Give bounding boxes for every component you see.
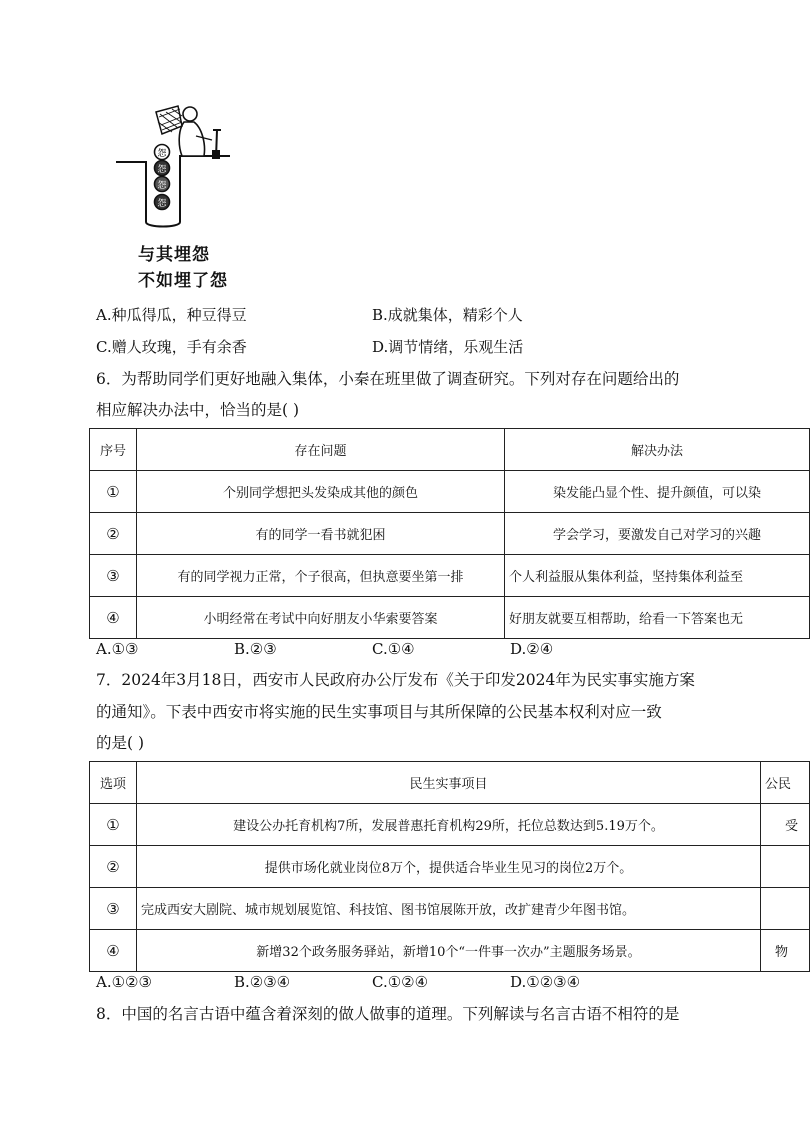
project-cell: 提供市场化就业岗位8万个，提供适合毕业生见习的岗位2万个。 — [137, 846, 761, 888]
table-row — [90, 471, 810, 513]
q6-header-index: 序号 — [90, 429, 137, 471]
problem-cell: 有的同学视力正常，个子很高，但执意要坐第一排 — [137, 555, 505, 597]
right-cell: 物 — [761, 930, 810, 972]
q6-option-b: B.②③ — [234, 640, 277, 658]
right-cell — [761, 888, 810, 930]
q7-option-b: B.②③④ — [234, 973, 291, 991]
row-number: ② — [90, 513, 137, 555]
q7-stem-line3: 的是( ) — [96, 734, 145, 752]
solution-cell: 好朋友就要互相帮助，给看一下答案也无 — [505, 597, 810, 639]
row-number: ③ — [90, 888, 137, 930]
table-row — [90, 804, 810, 846]
q7-stem-line2: 的通知》。下表中西安市将实施的民生实事项目与其所保障的公民基本权利对应一致 — [96, 703, 662, 721]
q6-table — [89, 428, 810, 639]
q6-header-solution: 解决办法 — [505, 429, 810, 471]
q7-header-project: 民生实事项目 — [137, 762, 761, 804]
q5-option-b: B.成就集体，精彩个人 — [372, 306, 523, 324]
basket-char-4: 怨 — [157, 199, 167, 209]
row-number: ① — [90, 804, 137, 846]
solution-cell: 学会学习，要激发自己对学习的兴趣 — [505, 513, 810, 555]
table-row — [90, 513, 810, 555]
q6-option-a: A.①③ — [96, 640, 139, 658]
q6-stem-line2: 相应解决办法中，恰当的是( ) — [96, 401, 300, 419]
q6-header-problem: 存在问题 — [137, 429, 505, 471]
problem-cell: 小明经常在考试中向好朋友小华索要答案 — [137, 597, 505, 639]
project-cell: 完成西安大剧院、城市规划展览馆、科技馆、图书馆展陈开放，改扩建青少年图书馆。 — [137, 888, 761, 930]
table-row — [90, 846, 810, 888]
q7-header-right: 公民 — [761, 762, 810, 804]
row-number: ④ — [90, 597, 137, 639]
row-number: ③ — [90, 555, 137, 597]
q7-option-d: D.①②③④ — [510, 973, 581, 991]
solution-cell: 个人利益服从集体利益，坚持集体利益至 — [505, 555, 810, 597]
solution-cell: 染发能凸显个性、提升颜值，可以染 — [505, 471, 810, 513]
problem-cell: 有的同学一看书就犯困 — [137, 513, 505, 555]
basket-char-1: 怨 — [157, 149, 167, 159]
q8-stem-line1: 8．中国的名言古语中蕴含着深刻的做人做事的道理。下列解读与名言古语不相符的是 — [96, 1005, 680, 1023]
cartoon-caption-line2: 不如埋了怨 — [138, 271, 228, 291]
table-row — [90, 888, 810, 930]
q7-stem-line1: 7．2024年3月18日，西安市人民政府办公厅发布《关于印发2024年为民实事实施方案 — [96, 671, 695, 689]
row-number: ④ — [90, 930, 137, 972]
right-cell: 受 — [761, 804, 810, 846]
row-number: ② — [90, 846, 137, 888]
q7-table-header — [90, 762, 810, 804]
q6-option-d: D.②④ — [510, 640, 554, 658]
q5-option-a: A.种瓜得瓜，种豆得豆 — [96, 306, 247, 324]
table-row — [90, 597, 810, 639]
row-number: ① — [90, 471, 137, 513]
q5-option-d: D.调节情绪，乐观生活 — [372, 338, 524, 356]
q7-header-option: 选项 — [90, 762, 137, 804]
q5-option-c: C.赠人玫瑰，手有余香 — [96, 338, 247, 356]
q6-option-c: C.①④ — [372, 640, 415, 658]
q7-table — [89, 761, 810, 972]
q6-table-header — [90, 429, 810, 471]
basket-char-3: 怨 — [157, 181, 167, 191]
cartoon-caption-line1: 与其埋怨 — [138, 245, 210, 265]
q6-stem-line1: 6．为帮助同学们更好地融入集体，小秦在班里做了调查研究。下列对存在问题给出的 — [96, 370, 680, 388]
basket-char-2: 怨 — [157, 165, 167, 175]
project-cell: 新增32个政务服务驿站，新增10个“一件事一次办”主题服务场景。 — [137, 930, 761, 972]
right-cell — [761, 846, 810, 888]
table-row — [90, 930, 810, 972]
project-cell: 建设公办托育机构7所，发展普惠托育机构29所，托位总数达到5.19万个。 — [137, 804, 761, 846]
table-row — [90, 555, 810, 597]
q7-option-c: C.①②④ — [372, 973, 429, 991]
problem-cell: 个别同学想把头发染成其他的颜色 — [137, 471, 505, 513]
q7-option-a: A.①②③ — [96, 973, 152, 991]
